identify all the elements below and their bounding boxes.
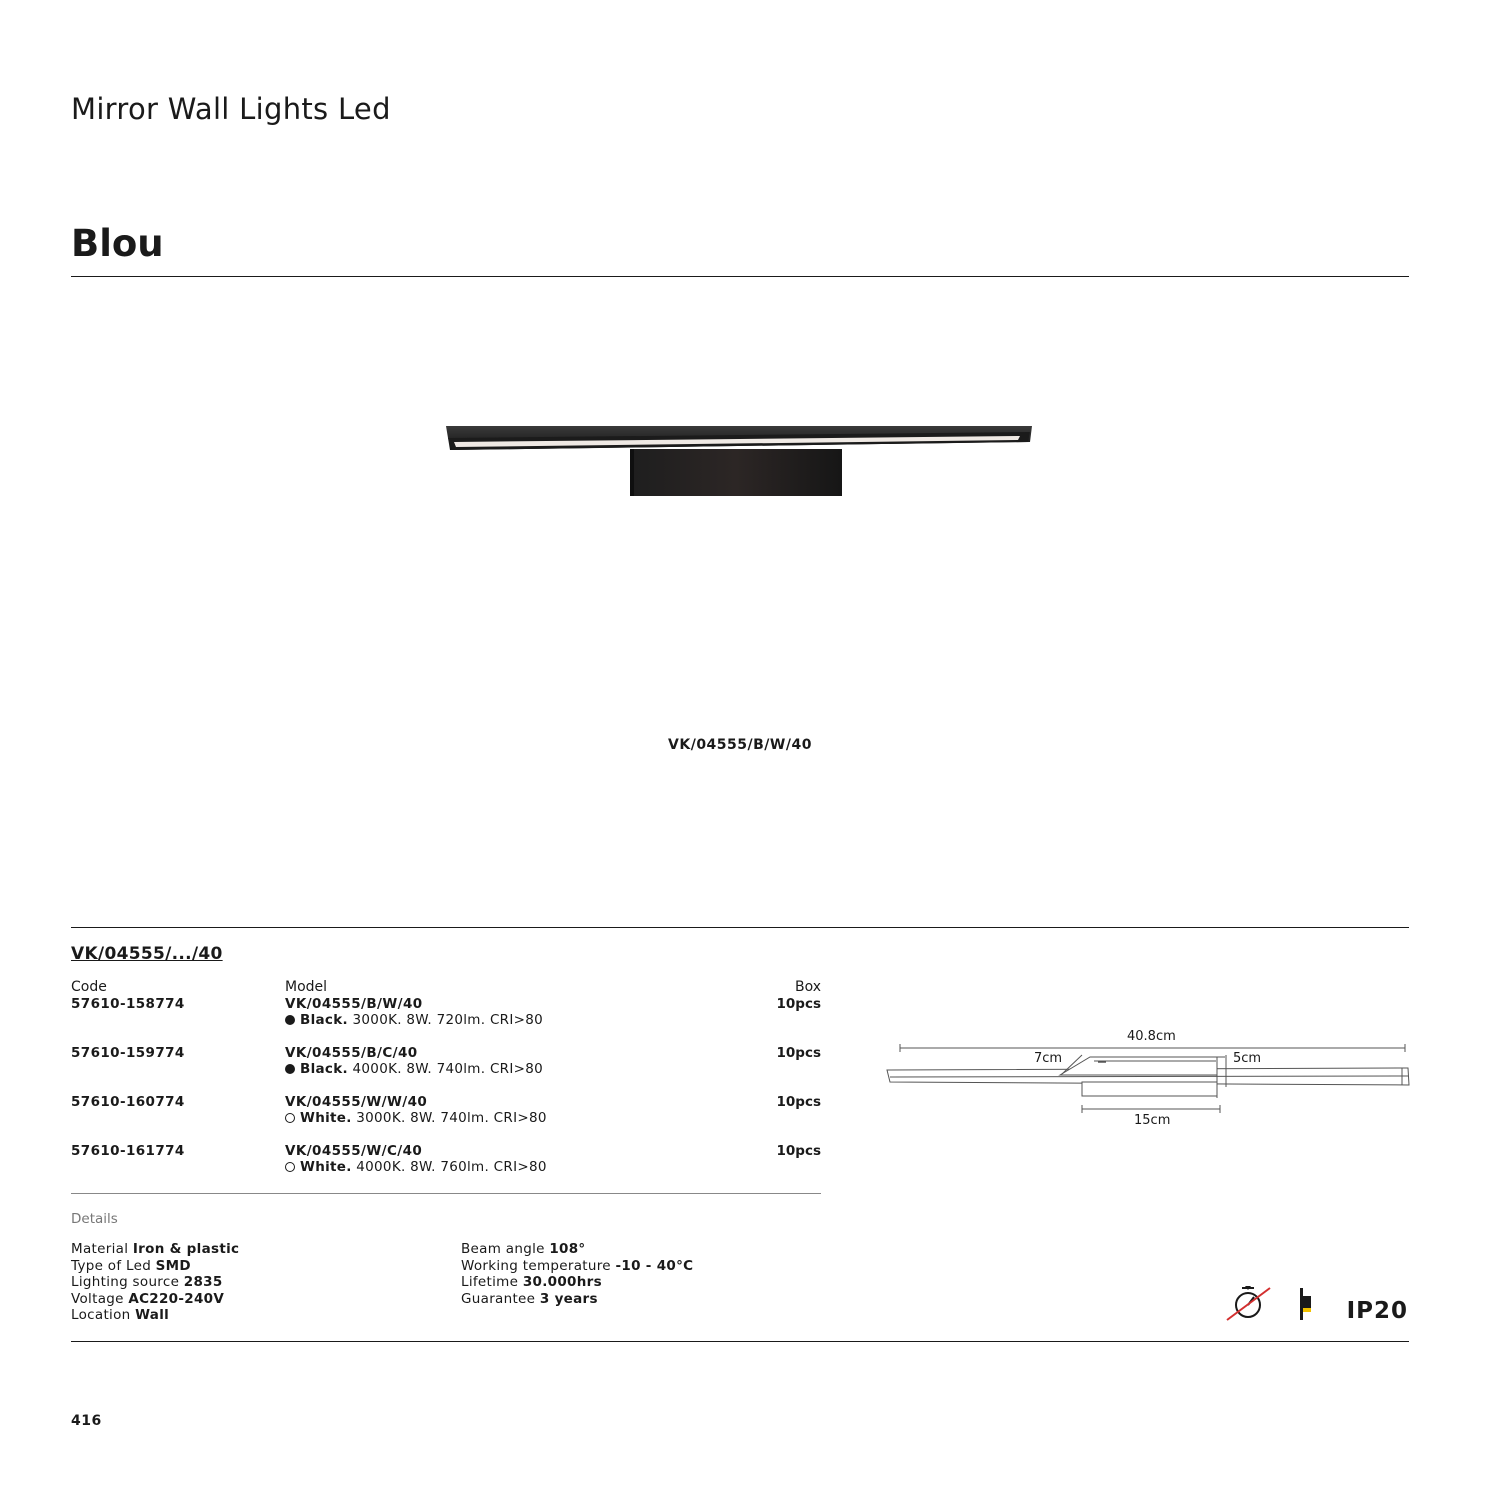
table-row-model: VK/04555/B/C/40	[285, 1045, 418, 1061]
spec-text: 4000K. 8W. 760lm. CRI>80	[351, 1159, 547, 1175]
page-number: 416	[71, 1413, 102, 1429]
family-code: VK/04555/.../40	[71, 944, 223, 964]
footer-divider	[71, 1341, 1409, 1342]
not-dimmable-icon	[1224, 1284, 1274, 1324]
table-row-description	[285, 1110, 547, 1126]
column-header-code: Code	[71, 979, 107, 995]
details-left-column	[71, 1241, 239, 1324]
table-row-model: VK/04555/W/C/40	[285, 1143, 423, 1159]
category-title: Mirror Wall Lights Led	[71, 92, 391, 126]
table-row-model: VK/04555/B/W/40	[285, 996, 423, 1012]
detail-voltage: Voltage AC220-240V	[71, 1290, 225, 1307]
dimension-height: 5cm	[1233, 1051, 1262, 1066]
hero-model-caption: VK/04555/B/W/40	[668, 737, 812, 753]
dimension-length: 40.8cm	[1127, 1029, 1176, 1044]
color-name: Black.	[300, 1012, 348, 1028]
product-title: Blou	[71, 222, 164, 265]
white-swatch-icon	[285, 1113, 295, 1123]
color-name: Black.	[300, 1061, 348, 1077]
detail-lifetime: Lifetime 30.000hrs	[461, 1274, 602, 1291]
detail-beam-angle: Beam angle 108°	[461, 1241, 586, 1257]
section-divider	[71, 927, 1409, 928]
table-row-box: 10pcs	[776, 1143, 821, 1159]
detail-working-temperature: Working temperature -10 - 40°C	[461, 1257, 694, 1274]
detail-location: Location Wall	[71, 1307, 170, 1324]
black-swatch-icon	[285, 1064, 295, 1074]
white-swatch-icon	[285, 1162, 295, 1172]
table-row-box: 10pcs	[776, 1045, 821, 1061]
table-row-code: 57610-161774	[71, 1143, 185, 1159]
table-row-code: 57610-159774	[71, 1045, 185, 1061]
spec-text: 3000K. 8W. 720lm. CRI>80	[347, 1012, 544, 1028]
dimension-depth: 7cm	[1034, 1051, 1063, 1066]
table-row-code: 57610-160774	[71, 1094, 185, 1110]
table-row-description	[285, 1061, 543, 1077]
detail-guarantee: Guarantee 3 years	[461, 1290, 598, 1307]
product-image	[440, 418, 1040, 503]
table-divider	[71, 1193, 821, 1194]
table-row-model: VK/04555/W/W/40	[285, 1094, 428, 1110]
color-name: White.	[300, 1110, 352, 1126]
table-row-box: 10pcs	[776, 996, 821, 1012]
spec-text: 3000K. 8W. 740lm. CRI>80	[351, 1110, 547, 1126]
table-row-code: 57610-158774	[71, 996, 185, 1012]
color-name: White.	[300, 1159, 352, 1175]
column-header-box: Box	[794, 979, 821, 995]
title-divider	[71, 276, 1409, 277]
table-row-description	[285, 1159, 547, 1175]
details-right-column	[461, 1241, 693, 1307]
table-row-description	[285, 1012, 543, 1028]
wall-mount-icon	[1296, 1286, 1318, 1322]
details-title: Details	[71, 1211, 118, 1227]
column-header-model: Model	[285, 979, 328, 995]
dimension-base-width: 15cm	[1134, 1113, 1171, 1128]
table-row-box: 10pcs	[776, 1094, 821, 1110]
detail-material: Material Iron & plastic	[71, 1241, 240, 1257]
detail-led-type: Type of Led SMD	[71, 1257, 191, 1274]
spec-text: 4000K. 8W. 740lm. CRI>80	[347, 1061, 544, 1077]
detail-lighting-source: Lighting source 2835	[71, 1274, 223, 1291]
black-swatch-icon	[285, 1015, 295, 1025]
ip-rating: IP20	[1346, 1298, 1408, 1324]
